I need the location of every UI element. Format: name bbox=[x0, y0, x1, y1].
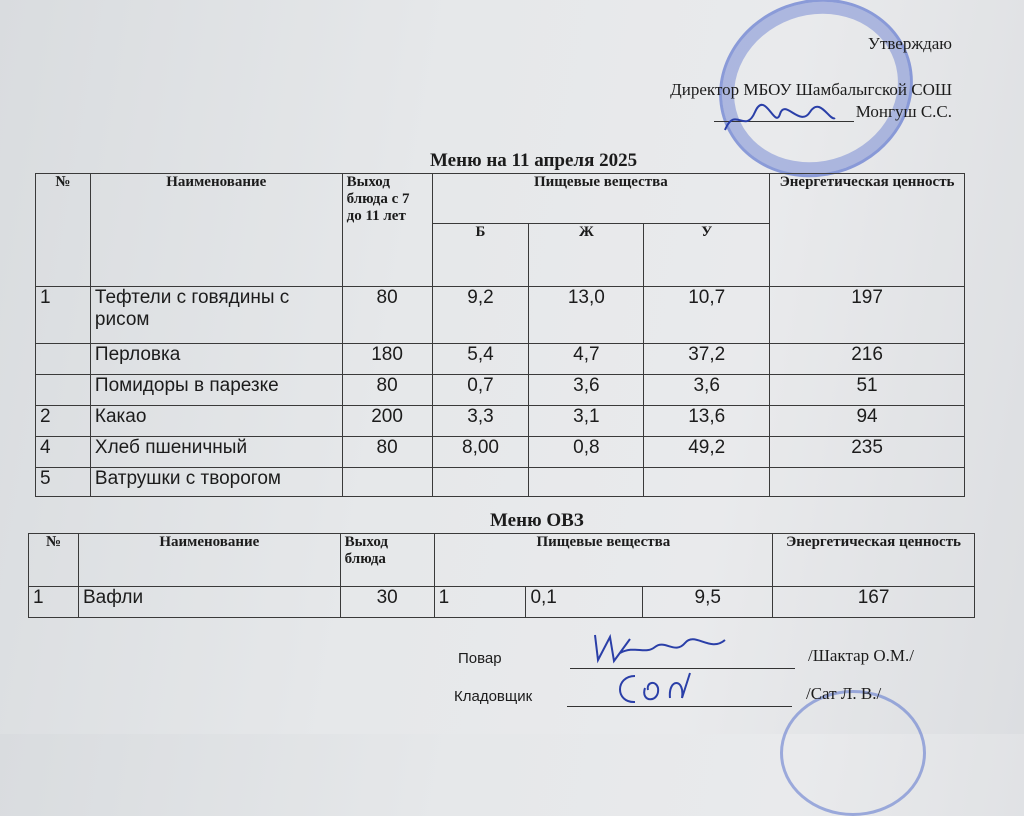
col-output-header: Выход блюда bbox=[340, 534, 434, 587]
col-zh-header: Ж bbox=[529, 224, 644, 287]
menu-title: Меню на 11 апреля 2025 bbox=[430, 150, 638, 171]
row-zh: 13,0 bbox=[529, 287, 644, 344]
cook-name: /Шактар О.М./ bbox=[808, 646, 915, 665]
col-num-header: № bbox=[36, 174, 91, 287]
approval-position: Директор МБОУ Шамбалыгской СОШ bbox=[670, 80, 952, 99]
storekeeper-signature bbox=[610, 668, 700, 708]
row-u: 9,5 bbox=[643, 587, 773, 618]
row-name: Вафли bbox=[78, 587, 340, 618]
row-zh: 0,1 bbox=[526, 587, 643, 618]
col-nutrients-header: Пищевые вещества bbox=[434, 534, 773, 587]
row-energy: 167 bbox=[773, 587, 975, 618]
col-u-header: У bbox=[644, 224, 770, 287]
row-output: 30 bbox=[340, 587, 434, 618]
row-num: 2 bbox=[36, 406, 91, 437]
row-energy: 197 bbox=[770, 287, 965, 344]
director-signature bbox=[720, 100, 840, 140]
row-output bbox=[342, 468, 432, 497]
row-u bbox=[644, 468, 770, 497]
col-energy-header: Энергетическая ценность bbox=[773, 534, 975, 587]
row-num: 4 bbox=[36, 437, 91, 468]
approval-name: Монгуш С.С. bbox=[855, 102, 952, 121]
row-output: 80 bbox=[342, 287, 432, 344]
col-name-header: Наименование bbox=[90, 174, 342, 287]
row-num bbox=[36, 344, 91, 375]
col-nutrients-header: Пищевые вещества bbox=[432, 174, 770, 224]
ovz-menu-table bbox=[28, 533, 975, 618]
table-header-row bbox=[29, 534, 975, 587]
official-stamp-bottom bbox=[780, 690, 926, 816]
row-b bbox=[432, 468, 529, 497]
row-b: 8,00 bbox=[432, 437, 529, 468]
row-energy bbox=[770, 468, 965, 497]
row-name: Помидоры в парезке bbox=[90, 375, 342, 406]
row-name: Тефтели с говядины с рисом bbox=[90, 287, 342, 344]
col-num-header: № bbox=[29, 534, 79, 587]
row-zh bbox=[529, 468, 644, 497]
cook-label: Повар bbox=[458, 650, 502, 667]
row-b: 0,7 bbox=[432, 375, 529, 406]
table-row bbox=[29, 587, 975, 618]
row-num bbox=[36, 375, 91, 406]
row-name: Перловка bbox=[90, 344, 342, 375]
row-name: Какао bbox=[90, 406, 342, 437]
table-row bbox=[36, 287, 965, 344]
row-u: 37,2 bbox=[644, 344, 770, 375]
table-row bbox=[36, 344, 965, 375]
row-u: 3,6 bbox=[644, 375, 770, 406]
row-b: 1 bbox=[434, 587, 526, 618]
main-menu-table bbox=[35, 173, 965, 497]
table-row bbox=[36, 437, 965, 468]
col-b-header: Б bbox=[432, 224, 529, 287]
table-row bbox=[36, 406, 965, 437]
row-zh: 3,1 bbox=[529, 406, 644, 437]
row-b: 3,3 bbox=[432, 406, 529, 437]
row-zh: 0,8 bbox=[529, 437, 644, 468]
col-output-header: Выход блюда с 7 до 11 лет bbox=[342, 174, 432, 287]
row-num: 1 bbox=[29, 587, 79, 618]
table-row bbox=[36, 375, 965, 406]
row-zh: 3,6 bbox=[529, 375, 644, 406]
row-name: Хлеб пшеничный bbox=[90, 437, 342, 468]
row-u: 49,2 bbox=[644, 437, 770, 468]
table-row bbox=[36, 468, 965, 497]
approval-title: Утверждаю bbox=[867, 34, 952, 53]
row-output: 80 bbox=[342, 437, 432, 468]
ovz-menu-title: Меню ОВЗ bbox=[490, 510, 584, 531]
row-output: 200 bbox=[342, 406, 432, 437]
storekeeper-name: /Сат Л. В./ bbox=[806, 684, 882, 703]
row-zh: 4,7 bbox=[529, 344, 644, 375]
row-u: 13,6 bbox=[644, 406, 770, 437]
row-output: 80 bbox=[342, 375, 432, 406]
col-name-header: Наименование bbox=[78, 534, 340, 587]
row-b: 5,4 bbox=[432, 344, 529, 375]
row-energy: 94 bbox=[770, 406, 965, 437]
row-num: 5 bbox=[36, 468, 91, 497]
row-u: 10,7 bbox=[644, 287, 770, 344]
row-num: 1 bbox=[36, 287, 91, 344]
storekeeper-label: Кладовщик bbox=[454, 688, 533, 705]
table-header-row bbox=[36, 174, 965, 224]
row-energy: 235 bbox=[770, 437, 965, 468]
cook-signature bbox=[590, 625, 730, 670]
row-energy: 51 bbox=[770, 375, 965, 406]
row-b: 9,2 bbox=[432, 287, 529, 344]
col-energy-header: Энергетическая ценность bbox=[770, 174, 965, 287]
row-output: 180 bbox=[342, 344, 432, 375]
row-name: Ватрушки с творогом bbox=[90, 468, 342, 497]
row-energy: 216 bbox=[770, 344, 965, 375]
